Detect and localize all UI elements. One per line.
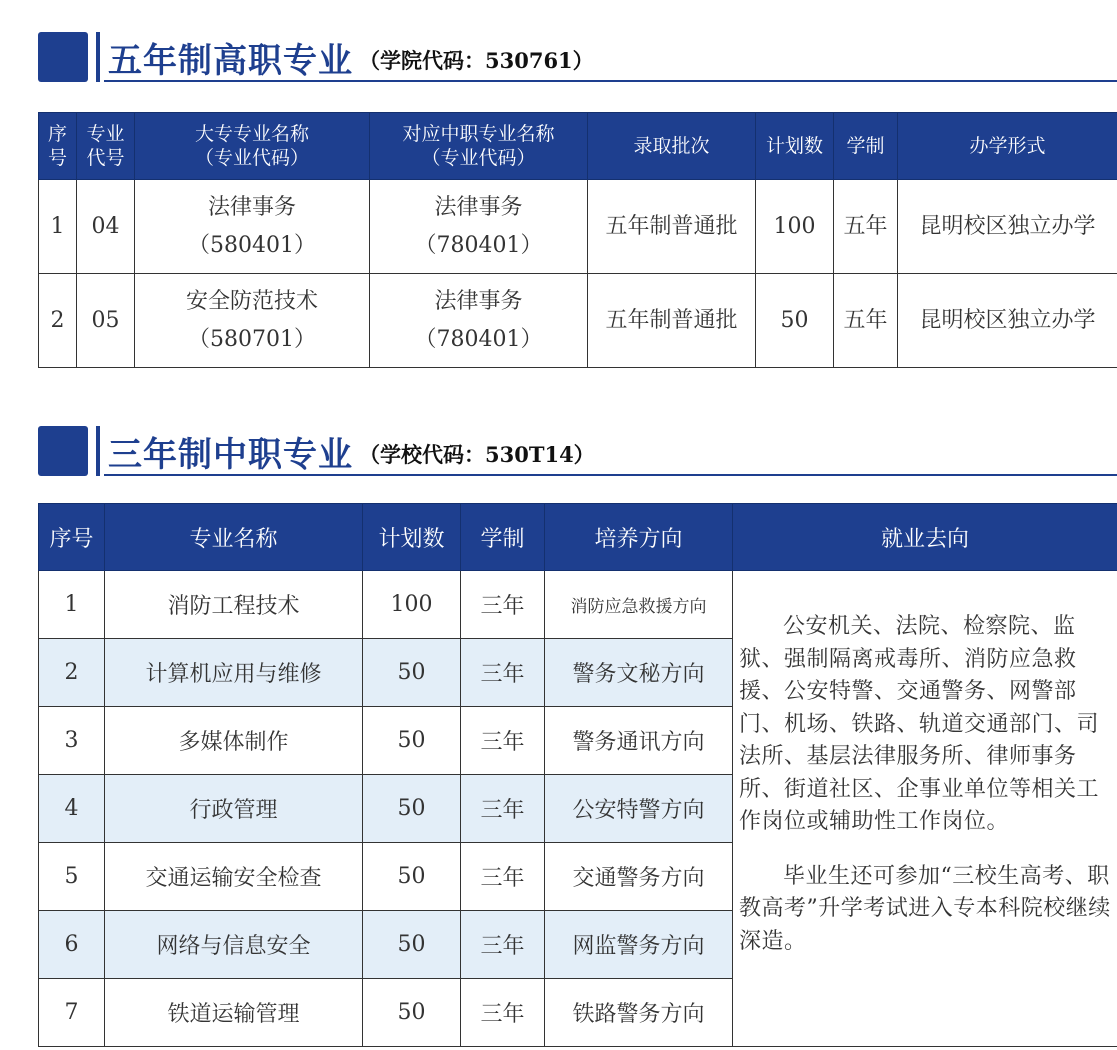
table-row bbox=[39, 180, 1117, 274]
cell-batch: 五年制普通批 bbox=[588, 180, 756, 274]
cell-batch: 五年制普通批 bbox=[588, 274, 756, 368]
cell-sec-major: 法律事务 （780401） bbox=[370, 180, 588, 274]
section2-rule bbox=[104, 474, 1117, 476]
cell-direction: 交通警务方向 bbox=[545, 843, 733, 911]
cell-direction: 警务文秘方向 bbox=[545, 639, 733, 707]
cell-major: 多媒体制作 bbox=[105, 707, 363, 775]
cell-seq: 7 bbox=[39, 979, 105, 1047]
cell-plan: 50 bbox=[363, 639, 461, 707]
heading-bar-icon bbox=[96, 32, 100, 82]
section1-heading bbox=[38, 32, 594, 82]
table-row bbox=[39, 274, 1117, 368]
cell-duration: 五年 bbox=[834, 274, 898, 368]
section1-title: 五年制高职专业 bbox=[108, 40, 353, 81]
cell-major: 计算机应用与维修 bbox=[105, 639, 363, 707]
cell-seq: 1 bbox=[39, 571, 105, 639]
cell-seq: 4 bbox=[39, 775, 105, 843]
career-paragraph: 毕业生还可参加“三校生高考、职教高考”升学考试进入专本科院校继续深造。 bbox=[739, 863, 1111, 954]
cell-form: 昆明校区独立办学 bbox=[898, 180, 1117, 274]
cell-plan: 50 bbox=[363, 707, 461, 775]
cell-form: 昆明校区独立办学 bbox=[898, 274, 1117, 368]
cell-duration: 三年 bbox=[461, 979, 545, 1047]
cell-plan: 100 bbox=[756, 180, 834, 274]
cell-seq: 5 bbox=[39, 843, 105, 911]
cell-plan: 50 bbox=[363, 843, 461, 911]
cell-seq: 2 bbox=[39, 639, 105, 707]
cell-major: 网络与信息安全 bbox=[105, 911, 363, 979]
cell-seq: 1 bbox=[39, 180, 77, 274]
cell-duration: 三年 bbox=[461, 707, 545, 775]
header-plan: 计划数 bbox=[756, 113, 834, 180]
cell-major: 铁道运输管理 bbox=[105, 979, 363, 1047]
cell-code: 05 bbox=[77, 274, 135, 368]
table-row bbox=[39, 571, 1117, 639]
header-duration: 学制 bbox=[461, 504, 545, 571]
header-seq: 序号 bbox=[39, 504, 105, 571]
cell-seq: 6 bbox=[39, 911, 105, 979]
cell-seq: 2 bbox=[39, 274, 77, 368]
section2-heading bbox=[38, 426, 595, 476]
cell-duration: 三年 bbox=[461, 571, 545, 639]
header-code: 专业 代号 bbox=[77, 113, 135, 180]
header-career: 就业去向 bbox=[733, 504, 1117, 571]
header-direction: 培养方向 bbox=[545, 504, 733, 571]
cell-direction: 网监警务方向 bbox=[545, 911, 733, 979]
cell-code: 04 bbox=[77, 180, 135, 274]
cell-direction: 公安特警方向 bbox=[545, 775, 733, 843]
cell-duration: 三年 bbox=[461, 775, 545, 843]
section1-code: （学院代码：530761） bbox=[359, 48, 594, 73]
three-year-table bbox=[38, 503, 1117, 1047]
cell-plan: 50 bbox=[363, 775, 461, 843]
cell-major: 行政管理 bbox=[105, 775, 363, 843]
cell-sec-major: 法律事务 （780401） bbox=[370, 274, 588, 368]
header-seq: 序 号 bbox=[39, 113, 77, 180]
cell-major: 交通运输安全检查 bbox=[105, 843, 363, 911]
header-form: 办学形式 bbox=[898, 113, 1117, 180]
cell-duration: 三年 bbox=[461, 639, 545, 707]
cell-major: 消防工程技术 bbox=[105, 571, 363, 639]
header-plan: 计划数 bbox=[363, 504, 461, 571]
career-cell bbox=[733, 571, 1117, 1047]
header-major: 专业名称 bbox=[105, 504, 363, 571]
cell-duration: 五年 bbox=[834, 180, 898, 274]
section2-title: 三年制中职专业 bbox=[108, 434, 353, 475]
cell-direction: 警务通讯方向 bbox=[545, 707, 733, 775]
heading-bar-icon bbox=[96, 426, 100, 476]
header-duration: 学制 bbox=[834, 113, 898, 180]
cell-duration: 三年 bbox=[461, 911, 545, 979]
heading-square-icon bbox=[38, 32, 88, 82]
header-college-major: 大专专业名称 （专业代码） bbox=[135, 113, 370, 180]
cell-plan: 50 bbox=[363, 911, 461, 979]
cell-direction: 铁路警务方向 bbox=[545, 979, 733, 1047]
cell-major: 法律事务 （580401） bbox=[135, 180, 370, 274]
heading-square-icon bbox=[38, 426, 88, 476]
cell-duration: 三年 bbox=[461, 843, 545, 911]
table-header-row bbox=[39, 504, 1117, 571]
career-paragraph: 公安机关、法院、检察院、监狱、强制隔离戒毒所、消防应急救援、公安特警、交通警务、网警部门、机场、铁路、轨道交通部门、司法所、基层法律服务所、律师事务所、街道社区、企事业单位等相关工作岗位或辅助性工作岗位。 bbox=[739, 614, 1100, 834]
header-secondary-major: 对应中职专业名称 （专业代码） bbox=[370, 113, 588, 180]
header-batch: 录取批次 bbox=[588, 113, 756, 180]
cell-seq: 3 bbox=[39, 707, 105, 775]
section1-rule bbox=[104, 80, 1117, 82]
cell-plan: 50 bbox=[756, 274, 834, 368]
cell-plan: 100 bbox=[363, 571, 461, 639]
section2-code: （学校代码：530T14） bbox=[359, 442, 595, 467]
cell-direction: 消防应急救援方向 bbox=[545, 571, 733, 639]
cell-major: 安全防范技术 （580701） bbox=[135, 274, 370, 368]
five-year-table bbox=[38, 112, 1117, 368]
cell-plan: 50 bbox=[363, 979, 461, 1047]
table-header-row bbox=[39, 113, 1117, 180]
